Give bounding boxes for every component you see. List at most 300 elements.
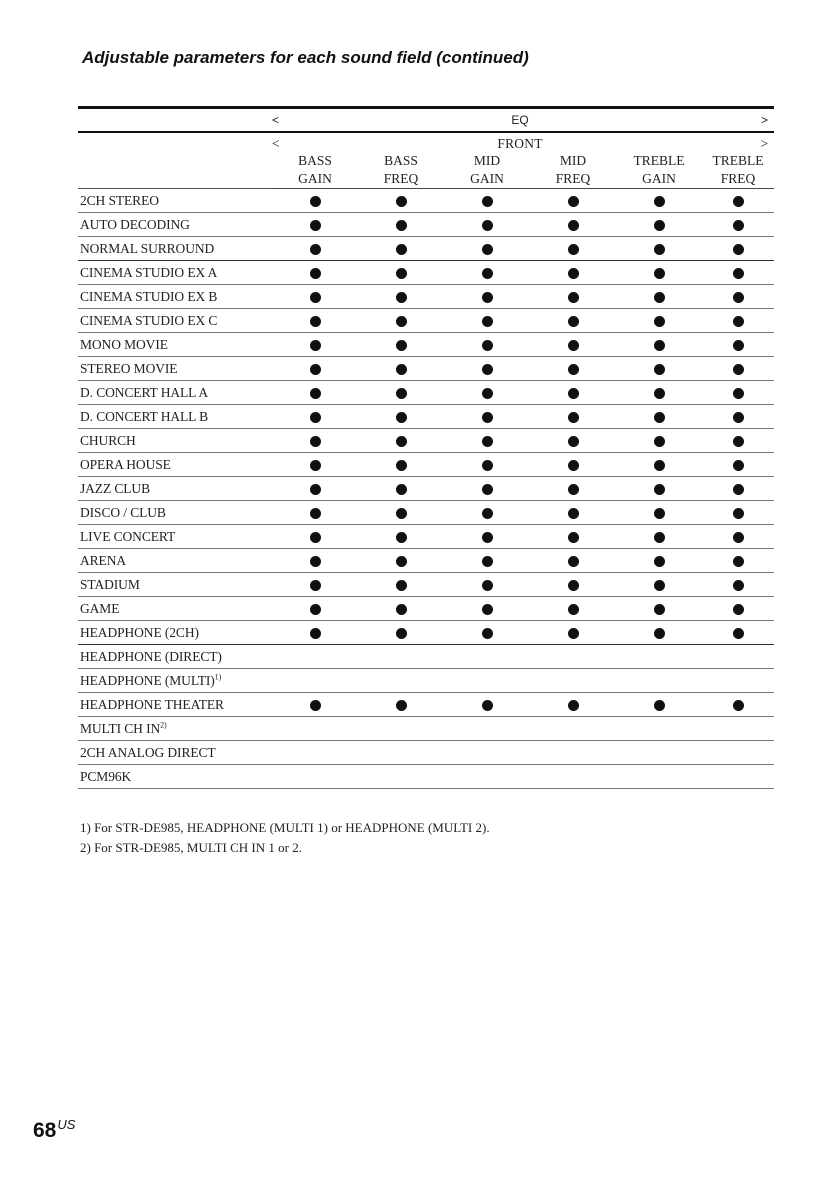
column-header [616,152,702,189]
sound-field-label: 2CH STEREO [80,192,159,208]
parameter-cell [530,237,616,261]
front-right-bracket: > [760,136,769,151]
adjustable-dot-icon [482,340,493,351]
parameter-cell [702,693,774,717]
parameter-cell [702,765,774,789]
parameter-cell [702,189,774,213]
parameter-cell [358,309,444,333]
parameter-cell [272,549,358,573]
column-header [444,152,530,189]
table-row [78,333,774,357]
parameter-cell [530,261,616,285]
parameter-cell [272,333,358,357]
adjustable-dot-icon [733,292,744,303]
sound-field-name [78,261,272,285]
parameter-cell [702,621,774,645]
adjustable-dot-icon [568,412,579,423]
parameter-cell [272,189,358,213]
column-header-line1: BASS [384,153,418,168]
column-header-row [78,152,774,189]
parameter-cell [530,765,616,789]
sound-field-label: CINEMA STUDIO EX B [80,288,218,304]
sound-field-name [78,645,272,669]
column-header [358,152,444,189]
sound-field-name [78,573,272,597]
parameter-cell [272,381,358,405]
column-header-line2: GAIN [642,171,676,186]
adjustable-dot-icon [568,628,579,639]
sound-field-label: MULTI CH IN [80,720,161,736]
parameter-cell [272,717,358,741]
adjustable-dot-icon [733,556,744,567]
adjustable-dot-icon [310,268,321,279]
adjustable-dot-icon [733,484,744,495]
parameter-cell [702,405,774,429]
parameter-cell [616,453,702,477]
parameter-cell [358,573,444,597]
parameter-cell [358,357,444,381]
adjustable-dot-icon [568,292,579,303]
parameter-cell [358,285,444,309]
page-title: Adjustable parameters for each sound field (continued) [82,48,529,67]
adjustable-dot-icon [310,340,321,351]
parameter-cell [702,525,774,549]
parameter-cell [702,309,774,333]
parameter-cell [616,741,702,765]
parameter-cell [444,669,530,693]
parameter-cell [444,237,530,261]
adjustable-dot-icon [310,460,321,471]
adjustable-dot-icon [568,196,579,207]
column-header-line1: MID [473,153,501,168]
parameter-cell [616,213,702,237]
adjustable-dot-icon [568,316,579,327]
table-row [78,237,774,261]
footnote: 1) For STR-DE985, HEADPHONE (MULTI 1) or HEADPHONE (MULTI 2). [80,820,490,835]
adjustable-dot-icon [568,460,579,471]
parameter-cell [358,597,444,621]
sound-field-name [78,309,272,333]
footnote-marker: 2) [160,720,167,729]
adjustable-dot-icon [733,580,744,591]
eq-label: EQ [511,113,529,127]
table-row [78,309,774,333]
adjustable-dot-icon [396,436,407,447]
sound-field-name [78,669,272,693]
adjustable-dot-icon [310,220,321,231]
adjustable-dot-icon [568,484,579,495]
footnotes [80,818,490,858]
adjustable-dot-icon [654,508,665,519]
adjustable-dot-icon [568,340,579,351]
adjustable-dot-icon [654,604,665,615]
sound-field-name [78,717,272,741]
parameter-cell [616,501,702,525]
parameter-cell [444,501,530,525]
sound-field-name [78,357,272,381]
parameter-cell [444,357,530,381]
parameter-cell [358,717,444,741]
parameter-cell [530,597,616,621]
adjustable-dot-icon [396,508,407,519]
sound-field-label: STADIUM [80,576,140,592]
adjustable-dot-icon [310,532,321,543]
adjustable-dot-icon [482,412,493,423]
sound-field-label: ARENA [80,552,126,568]
parameter-cell [272,669,358,693]
table-row [78,381,774,405]
adjustable-dot-icon [654,316,665,327]
parameter-cell [272,285,358,309]
parameter-cell [358,261,444,285]
adjustable-dot-icon [568,532,579,543]
adjustable-dot-icon [310,580,321,591]
parameter-cell [444,717,530,741]
column-header [272,152,358,189]
page-number-value: 68 [33,1119,57,1142]
column-header-line2: GAIN [298,171,332,186]
sound-field-label: HEADPHONE THEATER [80,696,224,712]
parameter-cell [616,525,702,549]
adjustable-dot-icon [396,484,407,495]
sound-field-name [78,693,272,717]
parameter-cell [444,621,530,645]
adjustable-dot-icon [482,364,493,375]
parameter-cell [616,765,702,789]
column-header-line1: TREBLE [712,153,764,168]
adjustable-dot-icon [482,604,493,615]
parameter-cell [272,645,358,669]
adjustable-dot-icon [733,364,744,375]
parameter-cell [616,549,702,573]
adjustable-dot-icon [396,556,407,567]
parameter-cell [444,549,530,573]
adjustable-dot-icon [733,700,744,711]
adjustable-dot-icon [733,508,744,519]
sound-field-label: LIVE CONCERT [80,528,176,544]
parameter-cell [702,453,774,477]
adjustable-dot-icon [733,220,744,231]
adjustable-dot-icon [568,556,579,567]
front-label: FRONT [497,136,543,151]
parameter-cell [444,525,530,549]
sound-field-name [78,285,272,309]
parameter-cell [702,381,774,405]
sound-field-name [78,765,272,789]
table-row [78,597,774,621]
adjustable-dot-icon [396,340,407,351]
adjustable-dot-icon [654,268,665,279]
sound-field-name [78,477,272,501]
parameter-cell [530,285,616,309]
parameter-cell [444,309,530,333]
sound-field-label: CINEMA STUDIO EX C [80,312,218,328]
adjustable-dot-icon [654,580,665,591]
adjustable-dot-icon [310,412,321,423]
parameter-cell [702,717,774,741]
adjustable-dot-icon [482,268,493,279]
adjustable-dot-icon [654,556,665,567]
parameter-cell [272,741,358,765]
parameter-cell [358,693,444,717]
parameter-cell [272,765,358,789]
sound-field-name [78,597,272,621]
adjustable-dot-icon [482,628,493,639]
adjustable-dot-icon [482,316,493,327]
adjustable-dot-icon [733,268,744,279]
adjustable-dot-icon [568,388,579,399]
table-row [78,189,774,213]
parameter-cell [272,429,358,453]
parameter-cell [444,477,530,501]
adjustable-dot-icon [310,484,321,495]
table-row [78,573,774,597]
sound-field-name [78,741,272,765]
sound-field-name [78,213,272,237]
sound-field-label: GAME [80,600,120,616]
adjustable-dot-icon [568,364,579,375]
adjustable-dot-icon [654,460,665,471]
sound-field-name [78,237,272,261]
adjustable-dot-icon [396,412,407,423]
sound-field-label: OPERA HOUSE [80,456,171,472]
front-left-bracket: < [272,136,280,151]
parameter-cell [530,405,616,429]
adjustable-dot-icon [310,364,321,375]
sound-field-name [78,549,272,573]
parameter-cell [702,501,774,525]
adjustable-dot-icon [654,484,665,495]
parameter-cell [616,189,702,213]
parameter-cell [272,453,358,477]
adjustable-dot-icon [482,556,493,567]
table-row [78,405,774,429]
table-row [78,453,774,477]
parameter-cell [616,621,702,645]
adjustable-dot-icon [654,628,665,639]
sound-field-label: STEREO MOVIE [80,360,178,376]
page-number [33,1117,75,1143]
adjustable-dot-icon [310,628,321,639]
parameter-cell [616,645,702,669]
parameter-cell [616,405,702,429]
adjustable-dot-icon [396,220,407,231]
column-header-line1: TREBLE [633,153,685,168]
parameter-cell [444,429,530,453]
adjustable-dot-icon [654,196,665,207]
adjustable-dot-icon [654,220,665,231]
table-row [78,693,774,717]
eq-left-bracket: < [272,113,280,127]
sound-field-label: AUTO DECODING [80,216,190,232]
parameter-cell [444,381,530,405]
parameter-cell [616,693,702,717]
adjustable-dot-icon [396,292,407,303]
parameter-cell [444,261,530,285]
parameter-cell [702,237,774,261]
parameter-cell [616,309,702,333]
adjustable-dot-icon [654,532,665,543]
parameter-cell [530,621,616,645]
adjustable-dot-icon [310,196,321,207]
adjustable-dot-icon [482,460,493,471]
parameter-cell [702,669,774,693]
adjustable-dot-icon [482,196,493,207]
eq-right-bracket: > [761,113,769,127]
parameter-cell [358,549,444,573]
adjustable-dot-icon [396,700,407,711]
adjustable-dot-icon [482,388,493,399]
parameter-cell [272,237,358,261]
adjustable-dot-icon [310,316,321,327]
parameter-cell [616,285,702,309]
parameter-cell [702,285,774,309]
parameter-cell [530,669,616,693]
adjustable-dot-icon [654,340,665,351]
table-row [78,741,774,765]
sound-field-label: D. CONCERT HALL B [80,408,208,424]
adjustable-dot-icon [482,292,493,303]
parameter-cell [358,429,444,453]
parameter-cell [702,597,774,621]
adjustable-dot-icon [310,556,321,567]
parameter-cell [272,261,358,285]
adjustable-dot-icon [482,436,493,447]
parameter-cell [616,381,702,405]
adjustable-dot-icon [654,436,665,447]
table-row [78,261,774,285]
adjustable-dot-icon [310,436,321,447]
parameter-cell [616,573,702,597]
table-row [78,765,774,789]
parameter-cell [272,501,358,525]
parameter-cell [444,213,530,237]
parameter-cell [444,597,530,621]
sound-field-parameter-table [78,106,774,789]
parameter-cell [530,501,616,525]
adjustable-dot-icon [396,628,407,639]
parameter-cell [358,453,444,477]
parameter-cell [358,765,444,789]
table-row [78,285,774,309]
parameter-cell [616,333,702,357]
parameter-cell [444,765,530,789]
adjustable-dot-icon [568,700,579,711]
column-header-line1: MID [559,153,587,168]
parameter-cell [444,189,530,213]
sound-field-label: CHURCH [80,432,136,448]
parameter-cell [530,741,616,765]
parameter-cell [358,213,444,237]
parameter-cell [702,477,774,501]
parameter-cell [444,405,530,429]
parameter-cell [702,573,774,597]
parameter-cell [358,381,444,405]
column-header-line2: FREQ [383,171,419,186]
table-row [78,621,774,645]
page-number-suffix: US [57,1117,76,1132]
adjustable-dot-icon [733,412,744,423]
parameter-cell [702,645,774,669]
footnote-marker: 1) [214,672,222,681]
sound-field-label: NORMAL SURROUND [80,240,215,256]
parameter-cell [358,237,444,261]
sound-field-label: PCM96K [80,768,132,784]
parameter-cell [358,669,444,693]
parameter-cell [444,573,530,597]
adjustable-dot-icon [733,532,744,543]
table-row [78,717,774,741]
parameter-cell [530,477,616,501]
sound-field-name [78,453,272,477]
sound-field-label: HEADPHONE (2CH) [80,624,199,640]
adjustable-dot-icon [396,580,407,591]
parameter-cell [616,237,702,261]
parameter-cell [616,717,702,741]
column-header-line1: BASS [298,153,332,168]
adjustable-dot-icon [568,268,579,279]
table-row [78,645,774,669]
parameter-cell [272,309,358,333]
parameter-cell [702,213,774,237]
adjustable-dot-icon [568,220,579,231]
adjustable-dot-icon [733,388,744,399]
sound-field-label: HEADPHONE (DIRECT) [80,648,222,664]
adjustable-dot-icon [310,244,321,255]
adjustable-dot-icon [310,292,321,303]
sound-field-label: JAZZ CLUB [80,480,150,496]
sound-field-name [78,501,272,525]
sound-field-name [78,333,272,357]
adjustable-dot-icon [733,244,744,255]
table-row [78,357,774,381]
adjustable-dot-icon [310,604,321,615]
parameter-cell [358,189,444,213]
parameter-cell [530,525,616,549]
parameter-cell [358,477,444,501]
adjustable-dot-icon [654,700,665,711]
adjustable-dot-icon [396,244,407,255]
parameter-cell [358,405,444,429]
parameter-cell [272,525,358,549]
adjustable-dot-icon [396,364,407,375]
sound-field-label: HEADPHONE (MULTI) [80,672,215,688]
column-header-line2: FREQ [555,171,591,186]
adjustable-dot-icon [568,604,579,615]
sound-field-label: 2CH ANALOG DIRECT [80,744,216,760]
front-subgroup-header [78,132,774,152]
parameter-cell [530,453,616,477]
adjustable-dot-icon [482,484,493,495]
adjustable-dot-icon [396,460,407,471]
sound-field-label: CINEMA STUDIO EX A [80,264,218,280]
parameter-cell [530,573,616,597]
adjustable-dot-icon [396,268,407,279]
parameter-cell [530,549,616,573]
parameter-cell [616,597,702,621]
parameter-cell [530,645,616,669]
adjustable-dot-icon [482,508,493,519]
sound-field-label: MONO MOVIE [80,336,168,352]
parameter-cell [272,357,358,381]
parameter-cell [702,429,774,453]
adjustable-dot-icon [568,580,579,591]
parameter-cell [616,261,702,285]
parameter-cell [530,213,616,237]
parameter-cell [702,549,774,573]
table-row [78,525,774,549]
table-row [78,477,774,501]
